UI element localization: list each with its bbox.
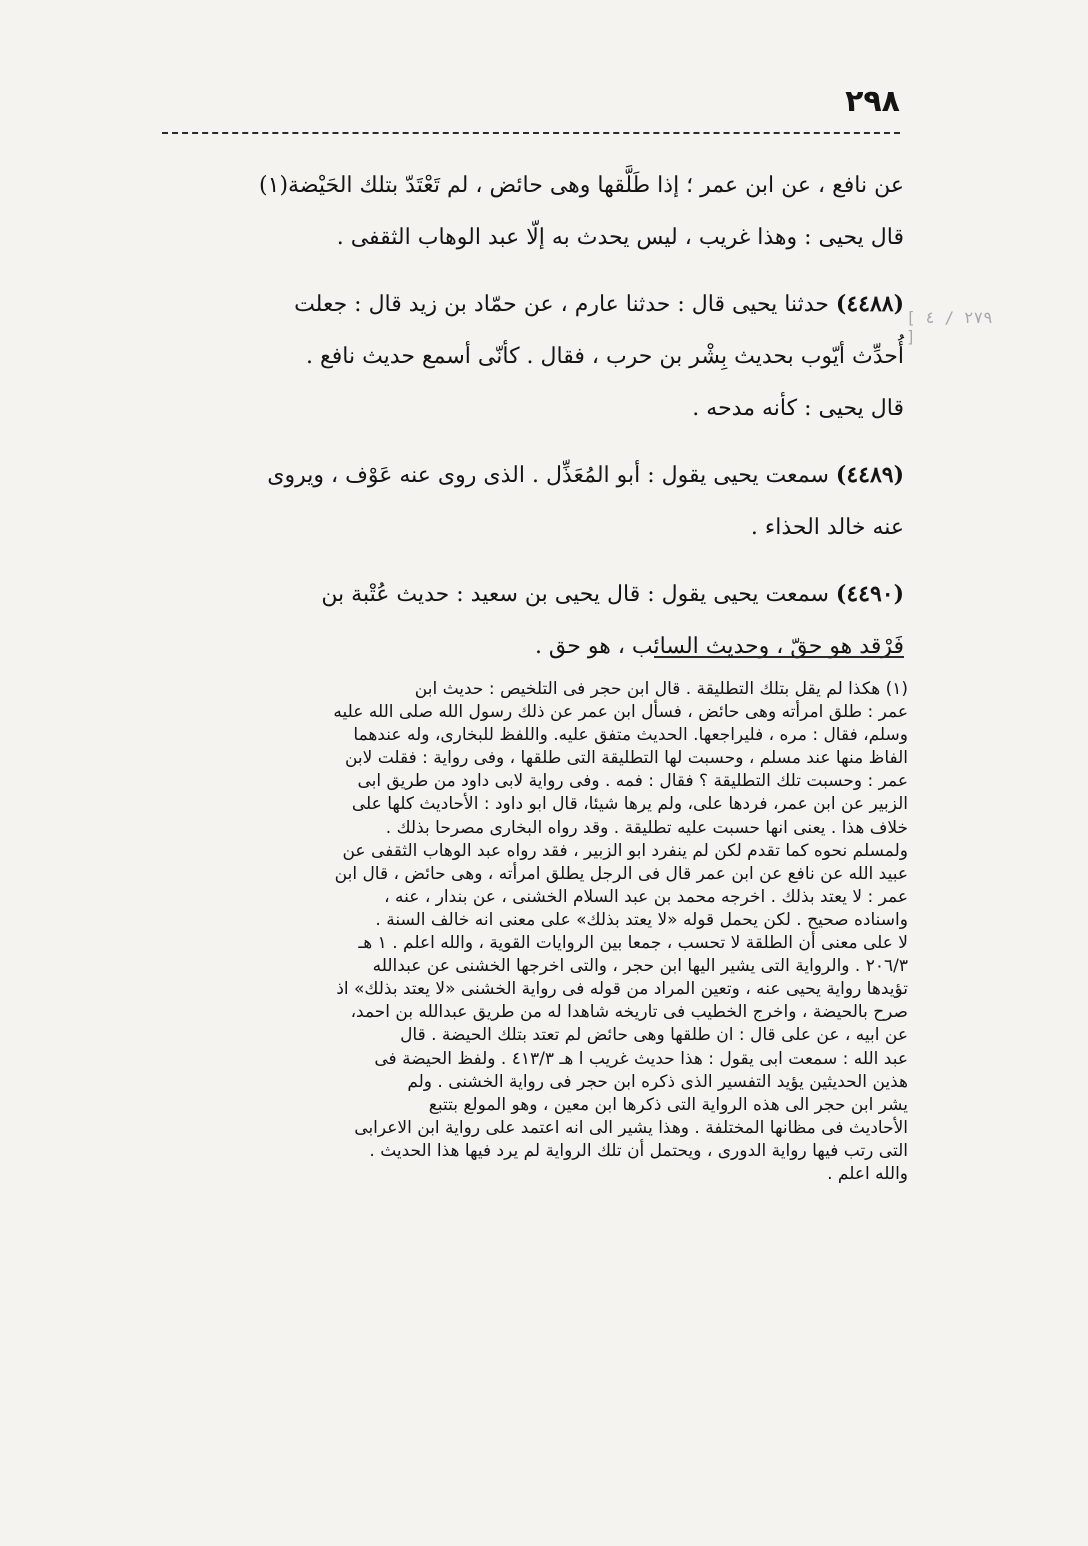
footnote-line: التى رتب فيها رواية الدورى ، ويحتمل أن تلك الرواية لم يرد فيها هذا الحديث . xyxy=(369,1140,908,1161)
main-line: عنه خالد الحذاء . xyxy=(750,515,904,540)
footnote-line: وسلم، فقال : مره ، فليراجعها. الحديث متفق عليه. واللفظ للبخارى، وله عندهما xyxy=(353,725,908,746)
footnote-line: ٢٠٦/٣ . والرواية التى يشير اليها ابن حجر ، والتى اخرجها الخشنى عن عبدالله xyxy=(372,956,908,977)
hadith-paragraph xyxy=(160,449,904,554)
footnote-line: تؤيدها رواية يحيى عنه ، وتعين المراد من قوله فى رواية الخشنى «لا يعتد بذلك» اذ xyxy=(336,979,908,1000)
footnote-line: واسناده صحيح . لكن يحمل قوله «لا يعتد بذلك» على معنى انه خالف السنة . xyxy=(375,909,908,930)
hadith-number: (٤٤٨٩) xyxy=(835,462,904,488)
footnote-line: الأحاديث فى مظانها المختلفة . وهذا يشير الى انه اعتمد على رواية ابن الاعرابى xyxy=(354,1117,908,1138)
footnote-line: والله اعلم . xyxy=(827,1163,908,1184)
main-line: قال يحيى : وهذا غريب ، ليس يحدث به إلّا عبد الوهاب الثقفى . xyxy=(336,225,904,250)
footnote-line: لا على معنى أن الطلقة لا تحسب ، جمعا بين الروايات القوية ، والله اعلم . ١ هـ xyxy=(358,933,908,954)
hadith-paragraph xyxy=(160,278,904,435)
hadith-number: (٤٤٩٠) xyxy=(835,581,904,607)
footnote-line: عمر : وحسبت تلك التطليقة ؟ فقال : فمه . وفى رواية لابى داود من طريق ابى xyxy=(357,771,908,792)
header-rule xyxy=(162,132,900,134)
footnote-line: عمر : طلق امرأته وهى حائض ، فسأل ابن عمر عن ذلك رسول الله صلى الله عليه xyxy=(333,702,908,723)
main-line: أُحدِّث أيّوب بحديث بِشْر بن حرب ، فقال . كأنّى أسمع حديث نافع . xyxy=(306,344,904,369)
footnote-rule xyxy=(654,656,904,658)
footnote-line: خلاف هذا . يعنى انها حسبت عليه تطليقة . وقد رواه البخارى مصرحا بذلك . xyxy=(385,817,908,838)
footnote-line: عن ابيه ، عن على قال : ان طلقها وهى حائض لم تعتد بتلك الحيضة . قال xyxy=(400,1025,908,1046)
main-line: سمعت يحيى يقول : قال يحيى بن سعيد : حديث عُتْبة بن xyxy=(321,582,829,607)
main-line: سمعت يحيى يقول : أبو المُعَذِّل . الذى روى عنه عَوْف ، ويروى xyxy=(267,463,829,488)
footnote-line: عمر : لا يعتد بذلك . اخرجه محمد بن عبد السلام الخشنى ، عن بندار ، عنه ، xyxy=(384,886,908,907)
main-line: فَرْقد هو حقّ ، وحديث السائب ، هو حق . xyxy=(534,634,904,659)
page-number: ٢٩٨ xyxy=(845,84,900,119)
footnote-line: ولمسلم نحوه كما تقدم لكن لم ينفرد ابو الزبير ، فقد رواه عبد الوهاب الثقفى عن xyxy=(342,840,908,861)
footnotes xyxy=(160,678,908,1186)
main-line: قال يحيى : كأنه مدحه . xyxy=(692,396,904,421)
hadith-number: (٤٤٨٨) xyxy=(835,291,904,317)
footnote-line: الفاظ منها عند مسلم ، وحسبت لها التطليقة التى طلقها ، وفى رواية : فقلت لابن xyxy=(344,748,908,769)
margin-note: [ ٢٧٩ / ٤ ] xyxy=(906,308,993,346)
footnote-line: عبد الله : سمعت ابى يقول : هذا حديث غريب ا هـ ٤١٣/٣ . ولفظ الحيضة فى xyxy=(374,1048,908,1069)
main-text xyxy=(160,160,904,673)
footnote-line: عبيد الله عن نافع عن ابن عمر قال فى الرجل يطلق امرأته ، وهى حائض ، قال ابن xyxy=(334,863,908,884)
footnote-line: الزبير عن ابن عمر، فردها على، ولم يرها شيئا، قال ابو داود : الأحاديث كلها على xyxy=(351,794,908,815)
footnote-line: صرح بالحيضة ، واخرج الخطيب فى تاريخه شاهدا له من طريق عبدالله بن احمد، xyxy=(350,1002,908,1023)
main-line: عن نافع ، عن ابن عمر ؛ إذا طَلَّقها وهى حائض ، لم تَعْتَدّ بتلك الحَيْضة(١) xyxy=(259,173,904,198)
main-line: حدثنا يحيى قال : حدثنا عارم ، عن حمّاد بن زيد قال : جعلت xyxy=(294,292,829,317)
main-paragraph xyxy=(160,160,904,264)
footnote-line: هذين الحديثين يؤيد التفسير الذى ذكره ابن حجر فى رواية الخشنى . ولم xyxy=(407,1071,908,1092)
footnote-line: (١) هكذا لم يقل بتلك التطليقة . قال ابن حجر فى التلخيص : حديث ابن xyxy=(414,679,908,699)
footnote-paragraph xyxy=(160,678,908,1186)
footnote-line: يشر ابن حجر الى هذه الرواية التى ذكرها ابن معين ، وهو المولع بتتبع xyxy=(428,1094,908,1115)
